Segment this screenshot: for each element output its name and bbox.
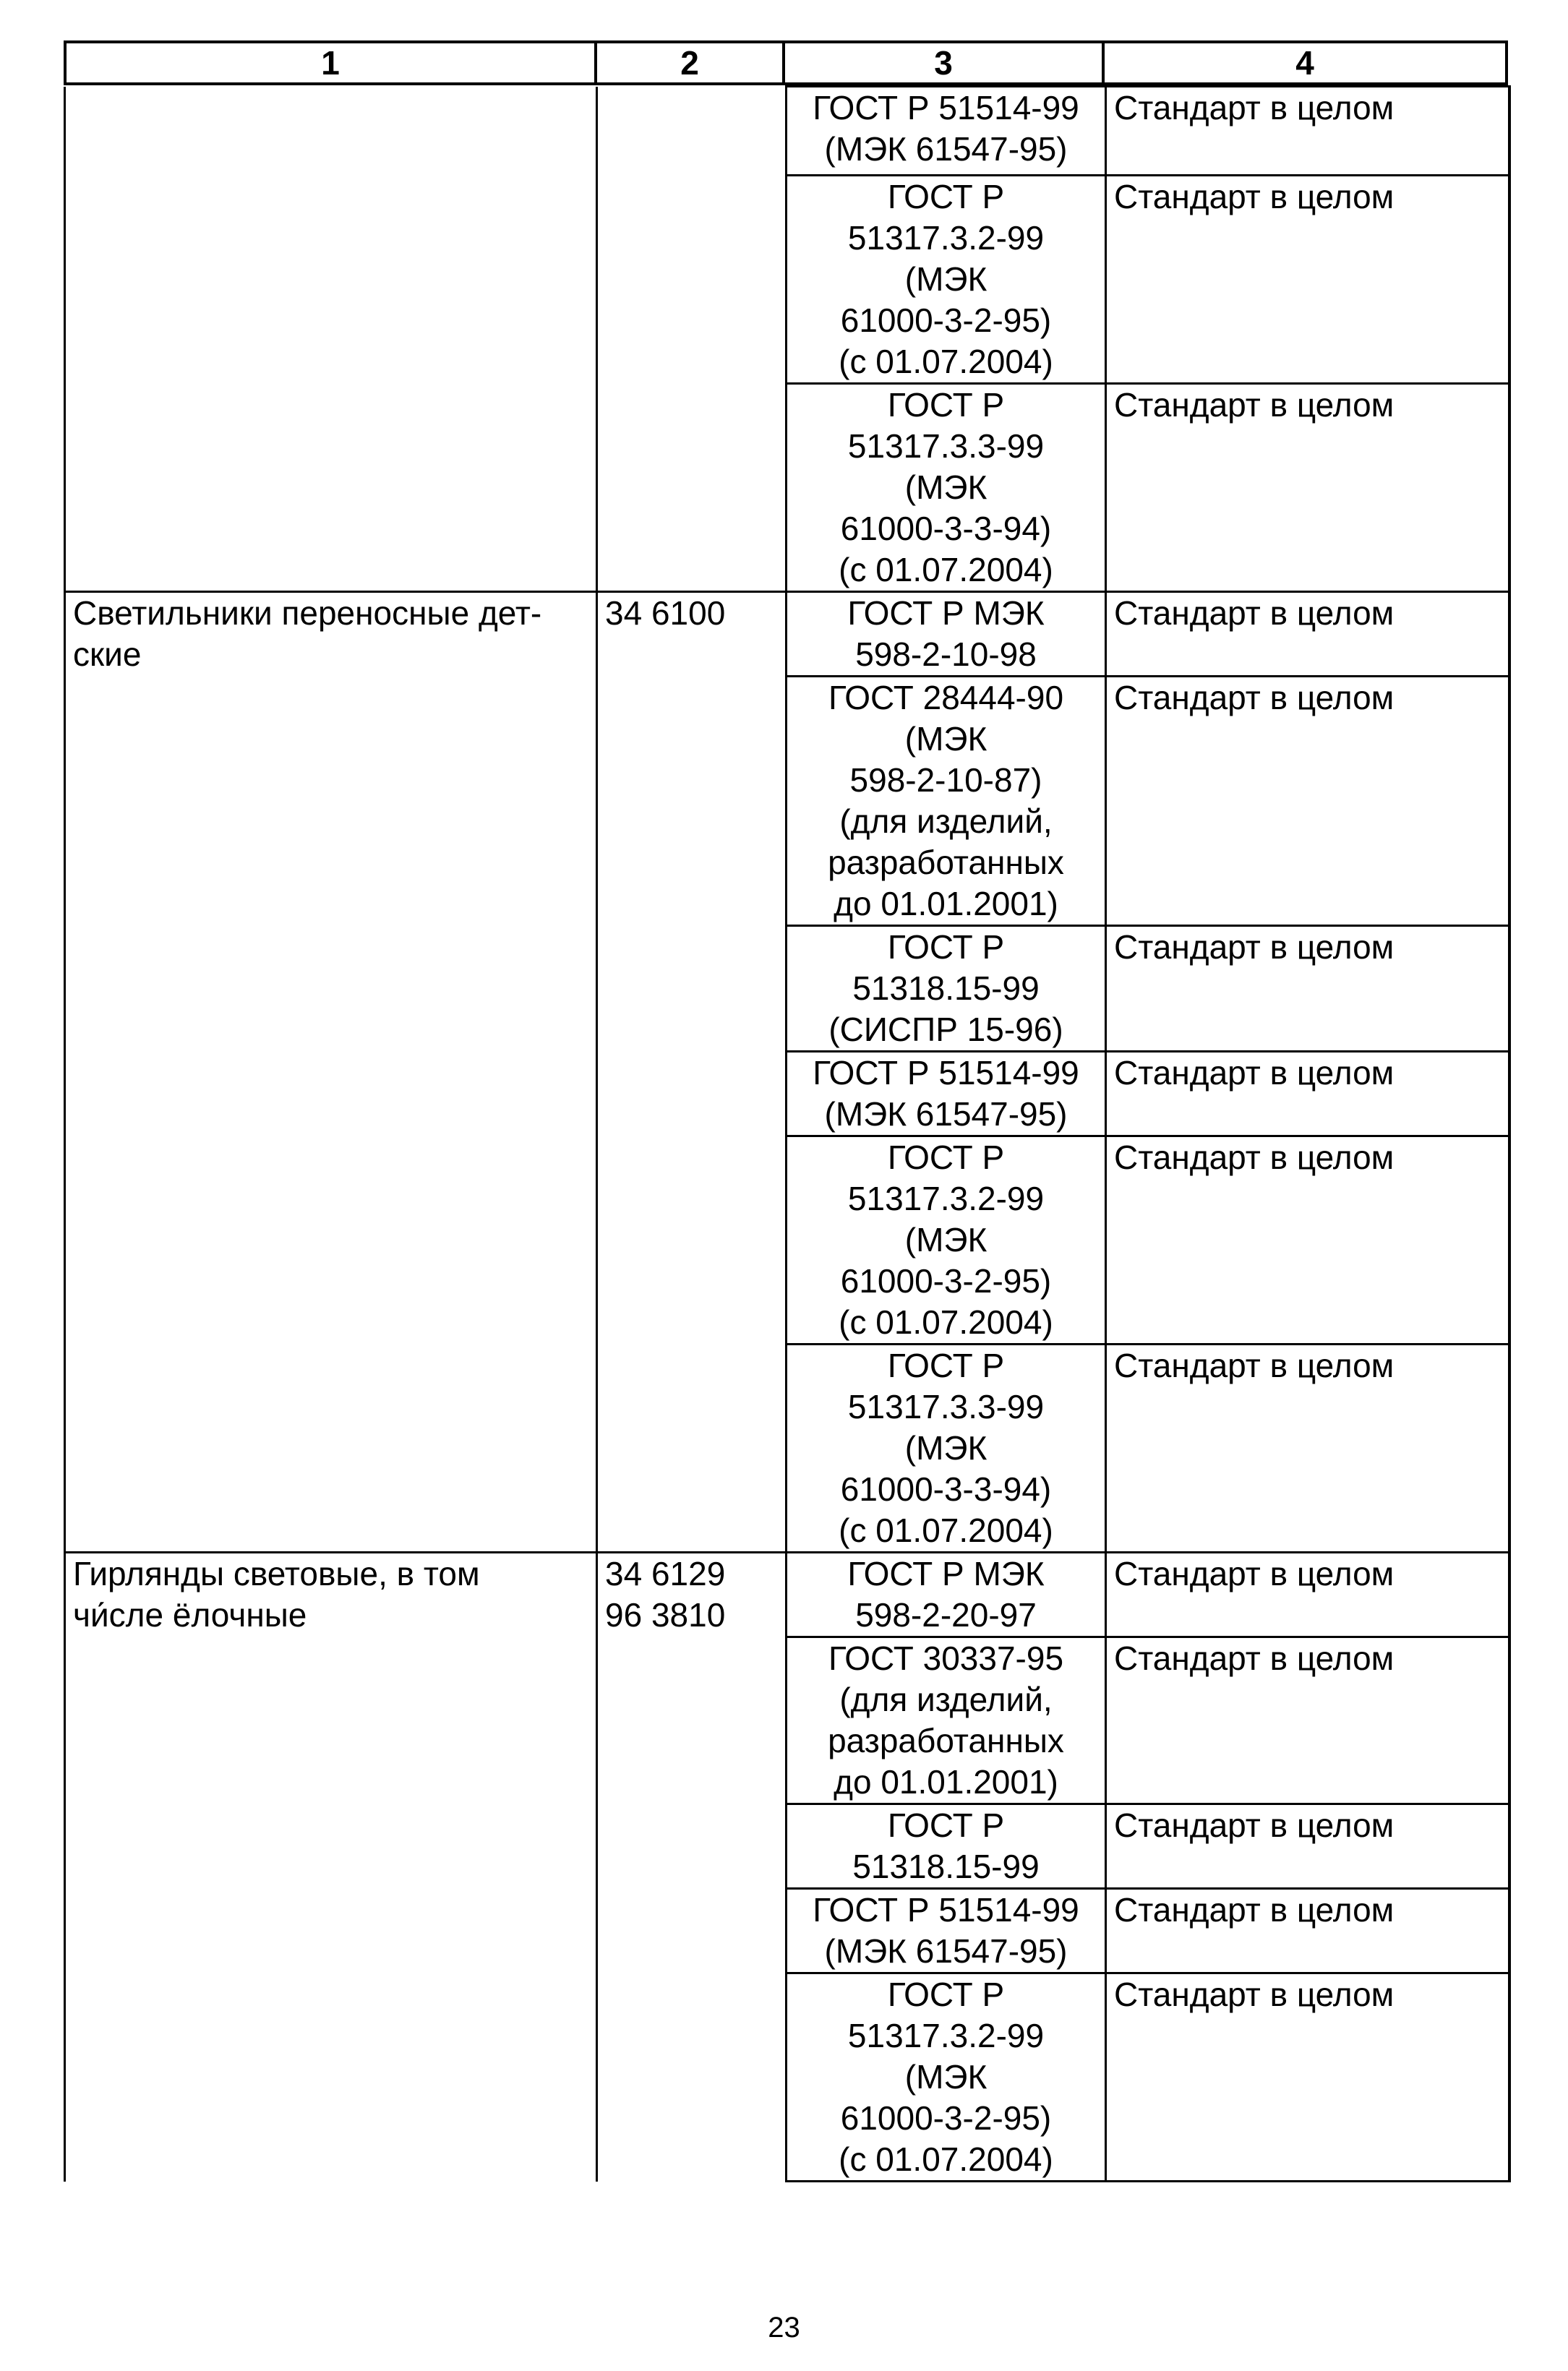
scope-cell: Стандарт в целом [1106,1052,1509,1136]
header-label: 3 [934,44,953,82]
product-name-cell [65,1136,597,1345]
standard-cell: ГОСТ Р 51317.3.2-99 (МЭК 61000-3-2-95) (с 01.07.2004) [787,1136,1106,1345]
code-cell [597,677,787,926]
product-name-cell [65,1889,597,1973]
header-label: 2 [680,44,699,82]
product-name-cell [65,384,597,592]
standard-cell: ГОСТ Р 51318.15-99 [787,1804,1106,1889]
product-name-cell: Светильники переносные дет- ские [65,592,597,677]
table-row [65,677,1509,926]
standard-cell: ГОСТ Р 51318.15-99 (СИСПР 15-96) [787,926,1106,1052]
table-row [65,1889,1509,1973]
table-body [65,87,1509,2182]
header-cell-2 [594,40,785,85]
table-row [65,592,1509,677]
standard-cell: ГОСТ 30337-95 (для изделий, разработанных до 01.01.2001) [787,1637,1106,1804]
table-row [65,1052,1509,1136]
scope-cell: Стандарт в целом [1106,176,1509,384]
standard-cell: ГОСТ Р 51317.3.3-99 (МЭК 61000-3-3-94) (с 01.07.2004) [787,384,1106,592]
product-name-cell [65,1345,597,1553]
code-cell [597,926,787,1052]
page-number: 23 [768,2312,800,2344]
table-row [65,384,1509,592]
table-row [65,926,1509,1052]
scope-cell: Стандарт в целом [1106,1553,1509,1637]
header-label: 1 [321,44,340,82]
table-row [65,1136,1509,1345]
header-label: 4 [1295,44,1314,82]
product-name-cell [65,926,597,1052]
scope-cell: Стандарт в целом [1106,1637,1509,1804]
code-cell [597,1052,787,1136]
product-name-cell [65,87,597,176]
table-row [65,1345,1509,1553]
scope-cell: Стандарт в целом [1106,592,1509,677]
product-name-cell [65,1804,597,1889]
header-cell-1 [64,40,597,85]
table-row [65,1553,1509,1637]
code-cell [597,1889,787,1973]
header-cell-4 [1102,40,1508,85]
product-name-cell [65,1052,597,1136]
standard-cell: ГОСТ Р 51514-99 (МЭК 61547-95) [787,1052,1106,1136]
code-cell [597,1973,787,2182]
code-cell [597,1345,787,1553]
product-name-cell [65,1973,597,2182]
standard-cell: ГОСТ Р МЭК 598-2-10-98 [787,592,1106,677]
standard-cell: ГОСТ Р 51514-99 (МЭК 61547-95) [787,1889,1106,1973]
code-cell [597,1637,787,1804]
code-cell [597,1804,787,1889]
standard-cell: ГОСТ 28444-90 (МЭК 598-2-10-87) (для изделий, разработанных до 01.01.2001) [787,677,1106,926]
table-row [65,1804,1509,1889]
table-row [65,1973,1509,2182]
scope-cell: Стандарт в целом [1106,1345,1509,1553]
scope-cell: Стандарт в целом [1106,1804,1509,1889]
table-row [65,176,1509,384]
product-name-cell [65,1637,597,1804]
product-name-cell [65,176,597,384]
scope-cell: Стандарт в целом [1106,1889,1509,1973]
code-cell: 34 6129 96 3810 [597,1553,787,1637]
scope-cell: Стандарт в целом [1106,1973,1509,2182]
standard-cell: ГОСТ Р 51317.3.2-99 (МЭК 61000-3-2-95) (с 01.07.2004) [787,1973,1106,2182]
scope-cell: Стандарт в целом [1106,926,1509,1052]
standard-cell: ГОСТ Р 51317.3.3-99 (МЭК 61000-3-3-94) (с 01.07.2004) [787,1345,1106,1553]
code-cell: 34 6100 [597,592,787,677]
product-name-cell [65,677,597,926]
header-cell-3 [782,40,1105,85]
table-row [65,87,1509,176]
code-cell [597,1136,787,1345]
code-cell [597,87,787,176]
standards-table [64,85,1511,2182]
scope-cell: Стандарт в целом [1106,384,1509,592]
code-cell [597,384,787,592]
standard-cell: ГОСТ Р МЭК 598-2-20-97 [787,1553,1106,1637]
standard-cell: ГОСТ Р 51514-99 (МЭК 61547-95) [787,87,1106,176]
table-row [65,1637,1509,1804]
scope-cell: Стандарт в целом [1106,87,1509,176]
product-name-cell: Гирлянды световые, в том чи́сле ёлочные [65,1553,597,1637]
standard-cell: ГОСТ Р 51317.3.2-99 (МЭК 61000-3-2-95) (с 01.07.2004) [787,176,1106,384]
scope-cell: Стандарт в целом [1106,677,1509,926]
scope-cell: Стандарт в целом [1106,1136,1509,1345]
code-cell [597,176,787,384]
